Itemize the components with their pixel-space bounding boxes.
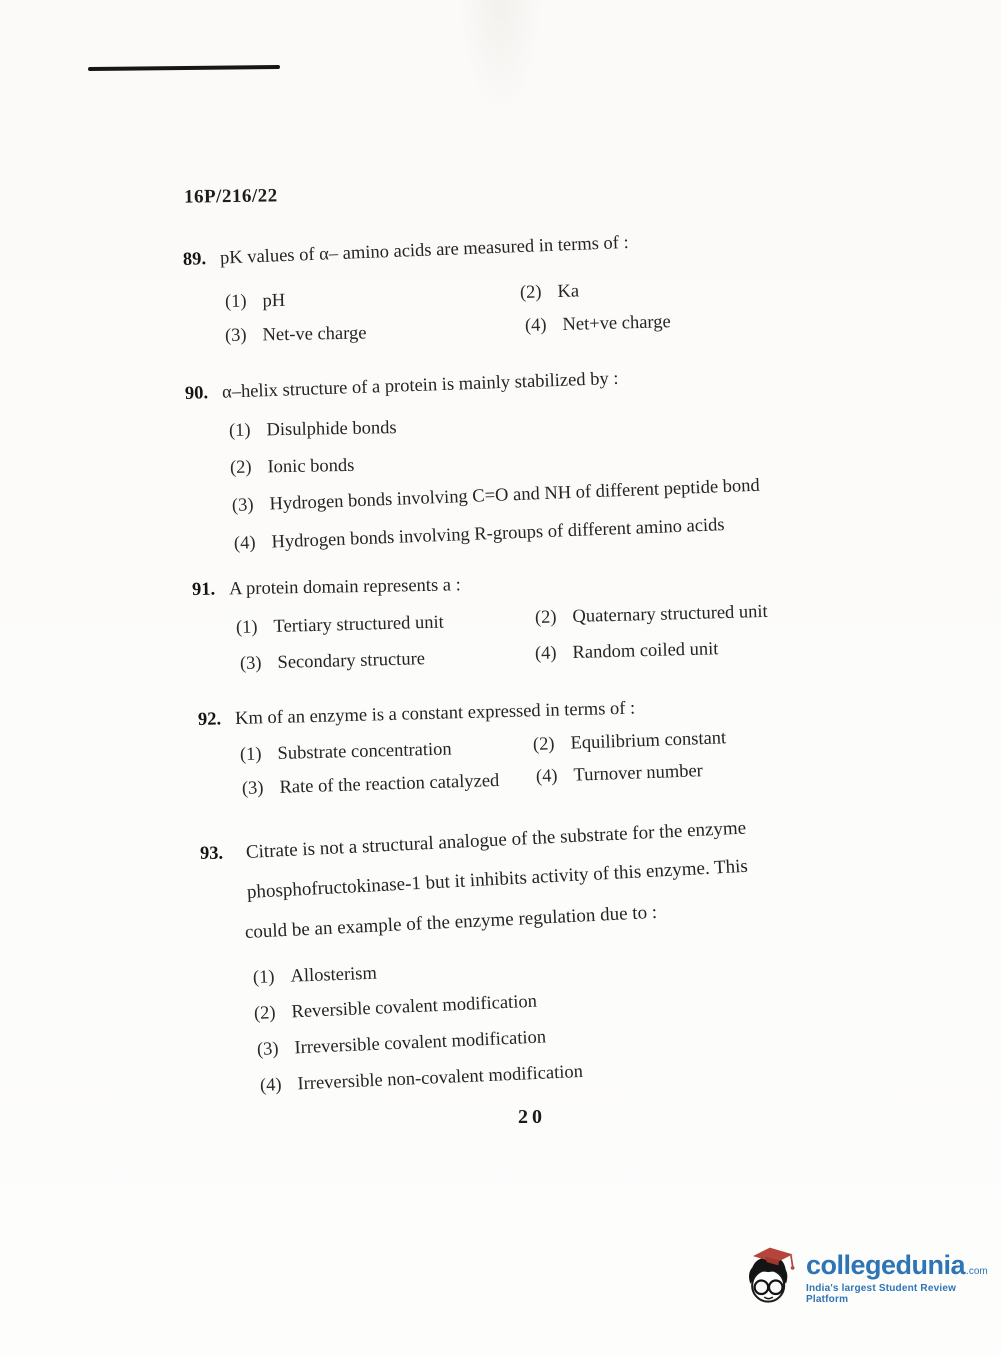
option-label: (3)	[241, 778, 264, 799]
option-text: Turnover number	[573, 761, 704, 786]
option	[225, 324, 367, 347]
question-stem: A protein domain represents a :	[228, 575, 461, 600]
question-91	[191, 575, 912, 674]
option-text: Rate of the reaction catalyzed	[279, 770, 500, 798]
option-text: Allosterism	[290, 963, 378, 987]
question-stem: α–helix structure of a protein is mainly stabilized by :	[221, 368, 619, 403]
option	[533, 728, 727, 756]
question-stem-line: could be an example of the enzyme regulation due to :	[244, 901, 658, 943]
option	[536, 761, 704, 788]
option-label: (3)	[224, 325, 247, 346]
option-label: (1)	[239, 744, 262, 765]
brand-tagline: India's largest Student Review Platform	[806, 1283, 957, 1305]
option-label: (2)	[532, 734, 555, 755]
option-text: Net+ve charge	[562, 312, 671, 336]
option	[254, 992, 538, 1025]
question-stem: Km of an enzyme is a constant expressed in terms of :	[234, 698, 636, 730]
option-text: Ionic bonds	[267, 455, 355, 478]
question-number: 91.	[191, 579, 216, 600]
option	[535, 639, 719, 665]
option-text: Irreversible non-covalent modification	[297, 1061, 584, 1095]
option-text: Reversible covalent modification	[291, 991, 538, 1023]
question-number: 92.	[197, 709, 222, 730]
page-number: 20	[518, 1106, 546, 1128]
option-label: (4)	[535, 766, 558, 787]
option	[242, 771, 500, 800]
option-text: Irreversible covalent modification	[294, 1027, 547, 1059]
option-text: Ka	[557, 281, 580, 303]
option-label: (3)	[256, 1039, 279, 1060]
question-stem-line: phosphofructokinase-1 but it inhibits activity of this enzyme. This	[246, 855, 749, 903]
option-label: (2)	[534, 607, 557, 628]
scan-artifact-line	[88, 65, 280, 71]
option-label: (2)	[253, 1003, 276, 1024]
option	[236, 613, 444, 639]
student-face-doodle-icon	[742, 1246, 796, 1310]
option-label: (1)	[235, 617, 258, 638]
option	[240, 739, 452, 766]
collegedunia-logo	[742, 1246, 1001, 1310]
option-label: (2)	[519, 282, 542, 303]
option	[525, 312, 671, 337]
option-label: (2)	[229, 457, 252, 478]
option	[253, 964, 378, 989]
question-number: 89.	[182, 249, 207, 270]
option	[260, 1062, 584, 1097]
option	[230, 456, 355, 479]
question-92	[197, 698, 918, 799]
option-text: Secondary structure	[277, 649, 426, 674]
option-label: (1)	[224, 291, 247, 312]
option-text: Hydrogen bonds involving C=O and NH of different peptide bond	[269, 475, 761, 515]
option-text: Tertiary structured unit	[273, 612, 445, 638]
option-label: (4)	[524, 315, 547, 336]
question-89	[182, 232, 903, 346]
option-text: Hydrogen bonds involving R-groups of different amino acids	[271, 515, 725, 553]
option	[240, 649, 426, 675]
option-text: pH	[262, 290, 286, 312]
option-label: (1)	[228, 420, 251, 441]
option	[535, 602, 768, 629]
option	[234, 515, 725, 555]
option	[257, 1027, 547, 1061]
question-stem-line: Citrate is not a structural analogue of the substrate for the enzyme	[245, 817, 747, 863]
option-text: Substrate concentration	[277, 739, 452, 765]
question-90	[184, 368, 925, 554]
paper-code: 16P/216/22	[183, 185, 278, 208]
brand-name: collegedunia	[806, 1249, 966, 1280]
option-label: (4)	[534, 643, 557, 664]
question-number: 90.	[184, 383, 209, 404]
option-label: (4)	[233, 533, 256, 554]
option	[229, 418, 397, 442]
option-text: Equilibrium constant	[570, 728, 727, 754]
option-label: (1)	[252, 967, 275, 988]
option-text: Net-ve charge	[262, 323, 367, 346]
option-label: (3)	[231, 495, 254, 516]
option	[232, 476, 761, 517]
option	[225, 291, 286, 313]
question-stem: pK values of α– amino acids are measured in terms of :	[219, 232, 630, 269]
brand-domain-suffix: .com	[966, 1265, 988, 1277]
option-label: (3)	[239, 653, 262, 674]
question-number: 93.	[200, 844, 224, 864]
option-label: (4)	[259, 1075, 282, 1096]
option-text: Quaternary structured unit	[572, 601, 768, 628]
option	[520, 281, 580, 304]
option-text: Random coiled unit	[572, 639, 719, 664]
option-text: Disulphide bonds	[266, 418, 397, 441]
